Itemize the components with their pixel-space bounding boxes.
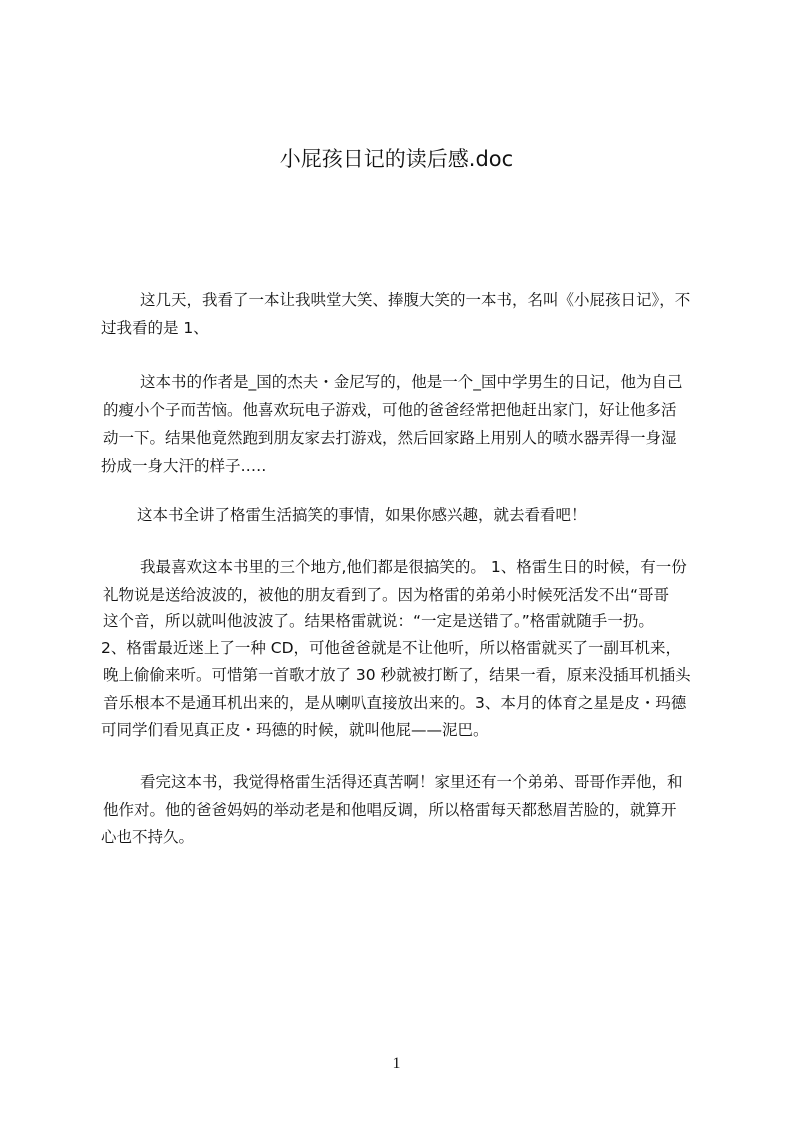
paragraph-1-line-1: 这几天，我看了一本让我哄堂大笑、捧腹大笑的一本书，名叫《小屁孩日记》，不 [140, 291, 691, 309]
paragraph-2-line-3: 动一下。结果他竟然跑到朋友家去打游戏，然后回家路上用别人的喷水器弄得一身湿 [103, 429, 677, 447]
document-title: 小屁孩日记的读后感.doc [279, 147, 514, 171]
paragraph-2-line-1: 这本书的作者是_国的杰夫・金尼写的，他是一个_国中学男生的日记，他为自己 [140, 373, 683, 391]
paragraph-3-line-1: 这本书全讲了格雷生活搞笑的事情，如果你感兴趣，就去看看吧！ [137, 506, 587, 524]
paragraph-2-line-2: 的瘦小个子而苦恼。他喜欢玩电子游戏，可他的爸爸经常把他赶出家门，好让他多活 [103, 401, 677, 419]
paragraph-5-line-1: 看完这本书，我觉得格雷生活得还真苦啊！家里还有一个弟弟、哥哥作弄他，和 [140, 773, 683, 791]
paragraph-4-line-7: 可同学们看见真正皮・玛德的时候，就叫他屁——泥巴。 [101, 721, 489, 739]
paragraph-2-line-4: 扮成一身大汗的样子‥… [101, 457, 267, 475]
paragraph-4-line-2: 礼物说是送给波波的，被他的朋友看到了。因为格雷的弟弟小时候死活发不出“哥哥 [103, 586, 670, 604]
paragraph-4-line-4: 2、格雷最近迷上了一种 CD，可他爸爸就是不让他听，所以格雷就买了一副耳机来， [101, 639, 682, 657]
paragraph-4-line-5: 晚上偷偷来听。可惜第一首歌才放了 30 秒就被打断了，结果一看，原来没插耳机插头 [103, 666, 691, 684]
paragraph-5-line-2: 他作对。他的爸爸妈妈的举动老是和他唱反调，所以格雷每天都愁眉苦脸的，就算开 [103, 801, 677, 819]
paragraph-4-line-3: 这个音，所以就叫他波波了。结果格雷就说：“一定是送错了。”格雷就随手一扔。 [103, 612, 654, 630]
paragraph-4-line-1: 我最喜欢这本书里的三个地方,他们都是很搞笑的。 1、格雷生日的时候，有一份 [140, 558, 687, 576]
paragraph-4-line-6: 音乐根本不是通耳机出来的，是从喇叭直接放出来的。3、本月的体育之星是皮・玛德 [103, 694, 687, 712]
paragraph-1-line-2: 过我看的是 1、 [101, 319, 209, 337]
paragraph-5-line-3: 心也不持久。 [101, 828, 195, 846]
page-number: 1 [392, 1055, 401, 1072]
